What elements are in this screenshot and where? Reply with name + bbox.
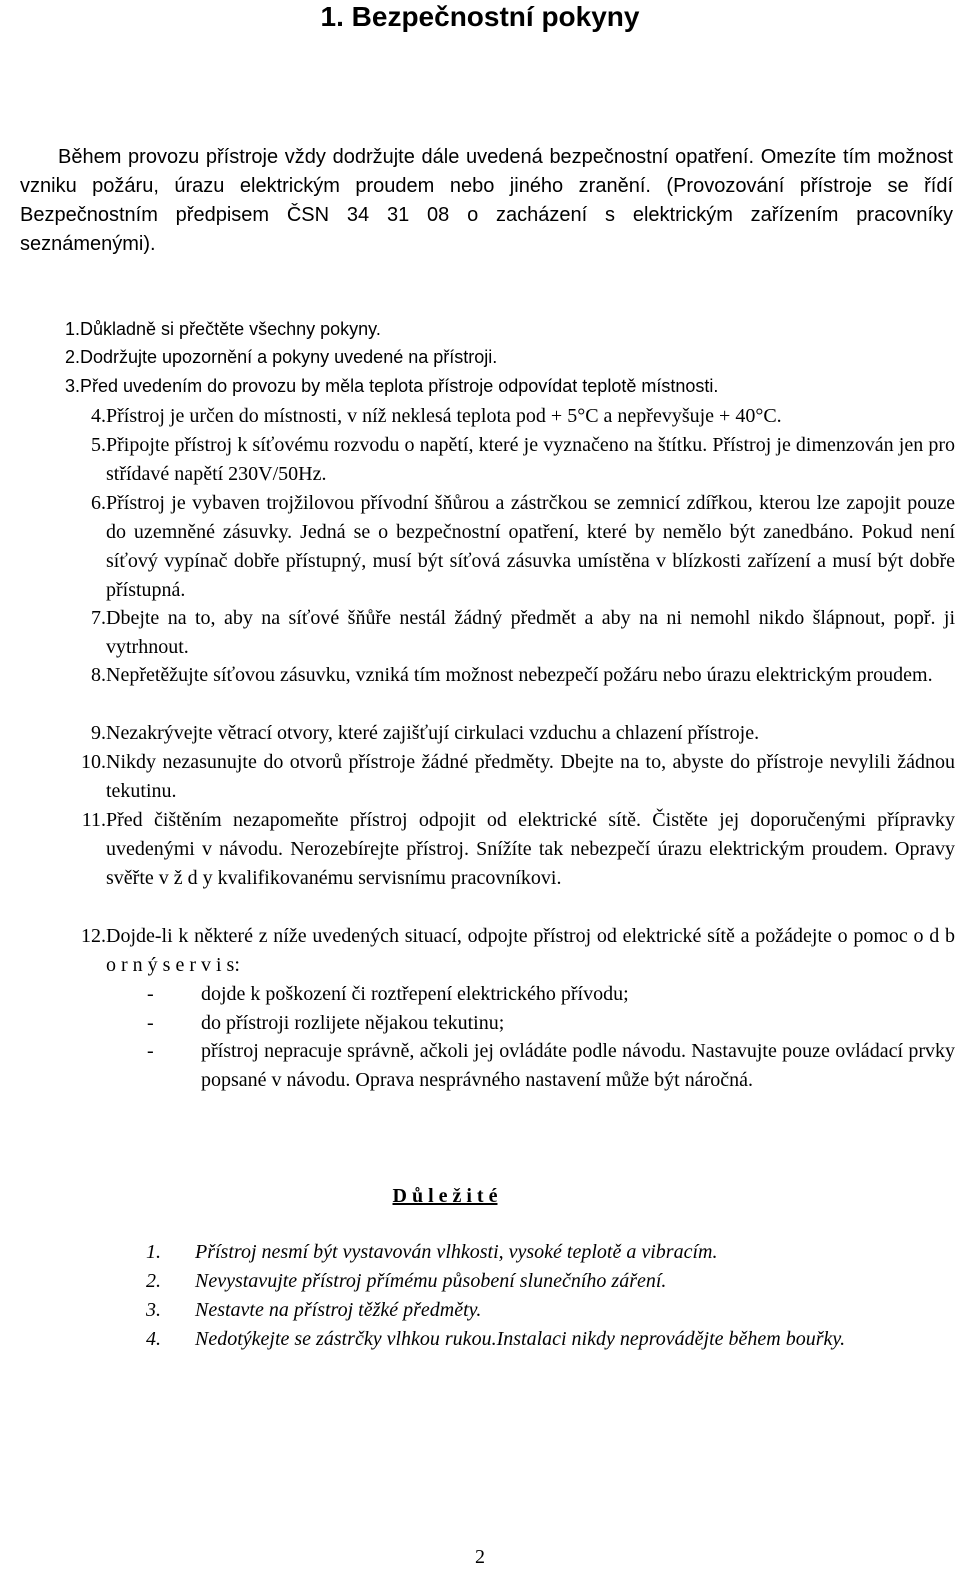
situation-text: do přístroji rozlijete nějakou tekutinu; (201, 1012, 505, 1034)
page-number: 2 (475, 1546, 485, 1568)
important-item-number: 1. (146, 1241, 161, 1263)
list-item-text: Nezakrývejte větrací otvory, které zajišťují cirkulaci vzduchu a chlazení přístroje. (106, 722, 760, 744)
list-item-text: Před uvedením do provozu by měla teplota přístroje odpovídat teplotě místnosti. (80, 376, 719, 396)
list-item-number: 7. (91, 607, 106, 629)
intro-paragraph: Během provozu přístroje vždy dodržujte dále uvedená bezpečnostní opatření. Omezíte tím možnost vzniku požáru, úrazu elektrickým proudem nebo jiného zranění. (Provozování přístroje se řídí Bezpečnostním předpisem ČSN 34 31 08 o zacházení s elektrickým zařízením pracovníky seznámenými). (20, 146, 953, 255)
important-item-text: Nedotýkejte se zástrčky vlhkou rukou.Instalaci nikdy neprovádějte během bouřky. (195, 1328, 846, 1350)
important-item-text: Nevystavujte přístroj přímému působení slunečního záření. (195, 1270, 667, 1292)
list-item-text: Dbejte na to, aby na síťové šňůře nestál žádný předmět a aby na ni nemohl nikdo šlápnout, popř. ji vytrhnout. (106, 607, 955, 658)
important-heading: D ů l e ž i t é (392, 1185, 498, 1207)
dash-bullet: - (147, 983, 154, 1005)
important-item-number: 4. (146, 1328, 161, 1350)
list-item-text: Připojte přístroj k síťovému rozvodu o napětí, které je vyznačeno na štítku. Přístroj je dimenzován jen pro střídavé napětí 230V/50Hz. (106, 434, 955, 485)
important-item-number: 3. (146, 1299, 161, 1321)
important-item-number: 2. (146, 1270, 161, 1292)
dash-bullet: - (147, 1012, 154, 1034)
list-item-text: Dojde-li k některé z níže uvedených situací, odpojte přístroj od elektrické sítě a požádejte o pomoc o d b o r n ý s e r v i s: (106, 925, 955, 976)
list-item-text: Přístroj je vybaven trojžilovou přívodní šňůrou a zástrčkou se zemnicí zdířkou, kterou lze zapojit pouze do uzemněné zásuvky. Jedná se o bezpečnostní opatření, které by nemělo být zanedbáno. Pokud není síťový vypínač dobře přístupný, musí být síťová zásuvka umístěna v blízkosti zařízení a musí být dobře přístupná. (106, 492, 955, 601)
list-item-text: Před čištěním nezapomeňte přístroj odpojit od elektrické sítě. Čistěte jej doporučenými přípravky uvedenými v návodu. Nerozebírejte přístroj. Snížíte tak nebezpečí úrazu elektrickým proudem. Opravy svěřte v ž d y kvalifikovanému servisnímu pracovníkovi. (106, 809, 955, 889)
dash-bullet: - (147, 1040, 154, 1062)
situation-text: přístroj nepracuje správně, ačkoli jej ovládáte podle návodu. Nastavujte pouze ovládací prvky popsané v návodu. Oprava nesprávného nastavení může být náročná. (201, 1040, 955, 1091)
list-item-number: 11. (81, 809, 106, 831)
page-title: 1. Bezpečnostní pokyny (320, 1, 640, 32)
important-item-text: Přístroj nesmí být vystavován vlhkosti, vysoké teplotě a vibracím. (195, 1241, 718, 1263)
list-item-number: 9. (91, 722, 106, 744)
list-item-number: 2. (64, 347, 80, 367)
list-item-number: 10. (81, 751, 106, 773)
list-item-number: 3. (64, 376, 80, 396)
important-item-text: Nestavte na přístroj těžké předměty. (195, 1299, 482, 1321)
list-item-text: Nikdy nezasunujte do otvorů přístroje žádné předměty. Dbejte na to, abyste do přístroje nevylili žádnou tekutinu. (106, 751, 955, 802)
list-item-text: Důkladně si přečtěte všechny pokyny. (80, 319, 381, 339)
situation-text: dojde k poškození či roztřepení elektrického přívodu; (201, 983, 629, 1005)
list-item-number: 6. (91, 492, 106, 514)
list-item-number: 4. (91, 405, 106, 427)
list-item-text: Nepřetěžujte síťovou zásuvku, vzniká tím možnost nebezpečí požáru nebo úrazu elektrickým proudem. (106, 664, 933, 686)
list-item-number: 5. (91, 434, 106, 456)
list-item-number: 1. (64, 319, 80, 339)
list-item-number: 12. (81, 925, 106, 947)
list-item-number: 8. (91, 664, 106, 686)
list-item-text: Dodržujte upozornění a pokyny uvedené na přístroji. (80, 347, 498, 367)
list-item-text: Přístroj je určen do místnosti, v níž neklesá teplota pod + 5°C a nepřevyšuje + 40°C. (106, 405, 782, 427)
